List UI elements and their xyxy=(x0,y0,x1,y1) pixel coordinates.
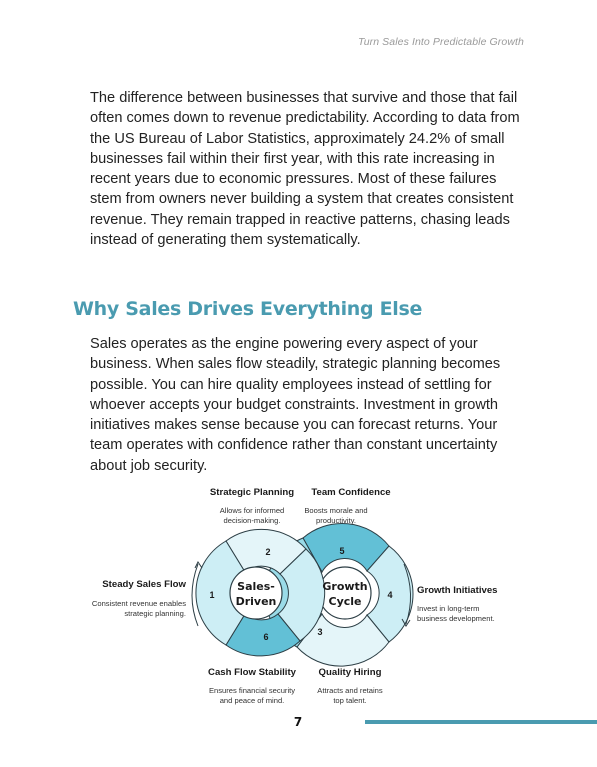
footer-accent-bar xyxy=(365,720,597,724)
growth-cycle-hub xyxy=(319,567,371,619)
cash-flow-stability-description-line-2: and peace of mind. xyxy=(219,696,285,705)
section-heading: Why Sales Drives Everything Else xyxy=(73,298,423,320)
quality-hiring-title: Quality Hiring xyxy=(318,667,382,678)
segment-6-number: 6 xyxy=(263,632,269,642)
intro-paragraph: The difference between businesses that survive and those that fail often comes down to revenue predictability. According to data from the US Bureau of Labor Statistics, approximately 24.2% of small businesses fail within their first year, with this rate increasing in recent years due to economic pressures. Most of these failures stem from owners never building a system that creates consistent revenue. They remain trapped in reactive patterns, chasing leads instead of generating them systematically. xyxy=(90,90,520,249)
strategic-planning-description-line-1: Allows for informed xyxy=(219,506,285,515)
quality-hiring-description xyxy=(302,686,398,706)
strategic-planning-description xyxy=(196,506,308,526)
steady-sales-flow-title: Steady Sales Flow xyxy=(102,579,186,590)
growth-initiatives-description-line-1: Invest in long-term xyxy=(417,604,480,613)
team-confidence-description xyxy=(296,506,376,526)
left-arrow-head xyxy=(195,562,202,568)
quality-hiring-description-line-2: top talent. xyxy=(333,696,367,705)
growth-initiatives-description xyxy=(417,604,527,624)
segment-5-number: 5 xyxy=(339,546,345,556)
left-hub-label-2: Driven xyxy=(235,595,277,608)
cash-flow-stability-description xyxy=(196,686,308,706)
left-hub-label-1: Sales- xyxy=(237,580,275,593)
team-confidence-title: Team Confidence xyxy=(311,487,391,498)
steady-sales-flow-description xyxy=(60,599,186,619)
segment-2-number: 2 xyxy=(265,547,271,557)
right-hub-label-2: Cycle xyxy=(328,595,362,608)
quality-hiring-description-line-1: Attracts and retains xyxy=(317,686,383,695)
strategic-planning-description-line-2: decision-making. xyxy=(223,516,281,525)
growth-initiatives-description-line-2: business development. xyxy=(417,614,495,623)
growth-initiatives-title: Growth Initiatives xyxy=(417,585,498,596)
running-header: Turn Sales Into Predictable Growth xyxy=(357,36,524,48)
sales-driven-hub xyxy=(230,567,282,619)
page-number: 7 xyxy=(293,715,303,729)
steady-sales-flow-description-line-1: Consistent revenue enables xyxy=(91,599,186,608)
strategic-planning-title: Strategic Planning xyxy=(209,487,295,498)
segment-3-number: 3 xyxy=(317,627,323,637)
segment-1-number: 1 xyxy=(209,590,215,600)
segment-4-number: 4 xyxy=(387,590,393,600)
cash-flow-stability-description-line-1: Ensures financial security xyxy=(208,686,296,695)
section-paragraph: Sales operates as the engine powering every aspect of your business. When sales flow steadily, strategic planning becomes possible. You can hire quality employees instead of settling for whoever accepts your budget constraints. Investment in growth initiatives makes sense because you can forecast returns. Your team operates with confidence rather than constant uncertainty about job security. xyxy=(90,336,501,474)
team-confidence-description-line-1: Boosts morale and xyxy=(304,506,368,515)
right-hub-label-1: Growth xyxy=(322,580,368,593)
cash-flow-stability-title: Cash Flow Stability xyxy=(208,667,296,678)
sales-growth-diagram xyxy=(0,478,597,708)
steady-sales-flow-description-line-2: strategic planning. xyxy=(124,609,186,618)
team-confidence-description-line-2: productivity. xyxy=(316,516,356,525)
